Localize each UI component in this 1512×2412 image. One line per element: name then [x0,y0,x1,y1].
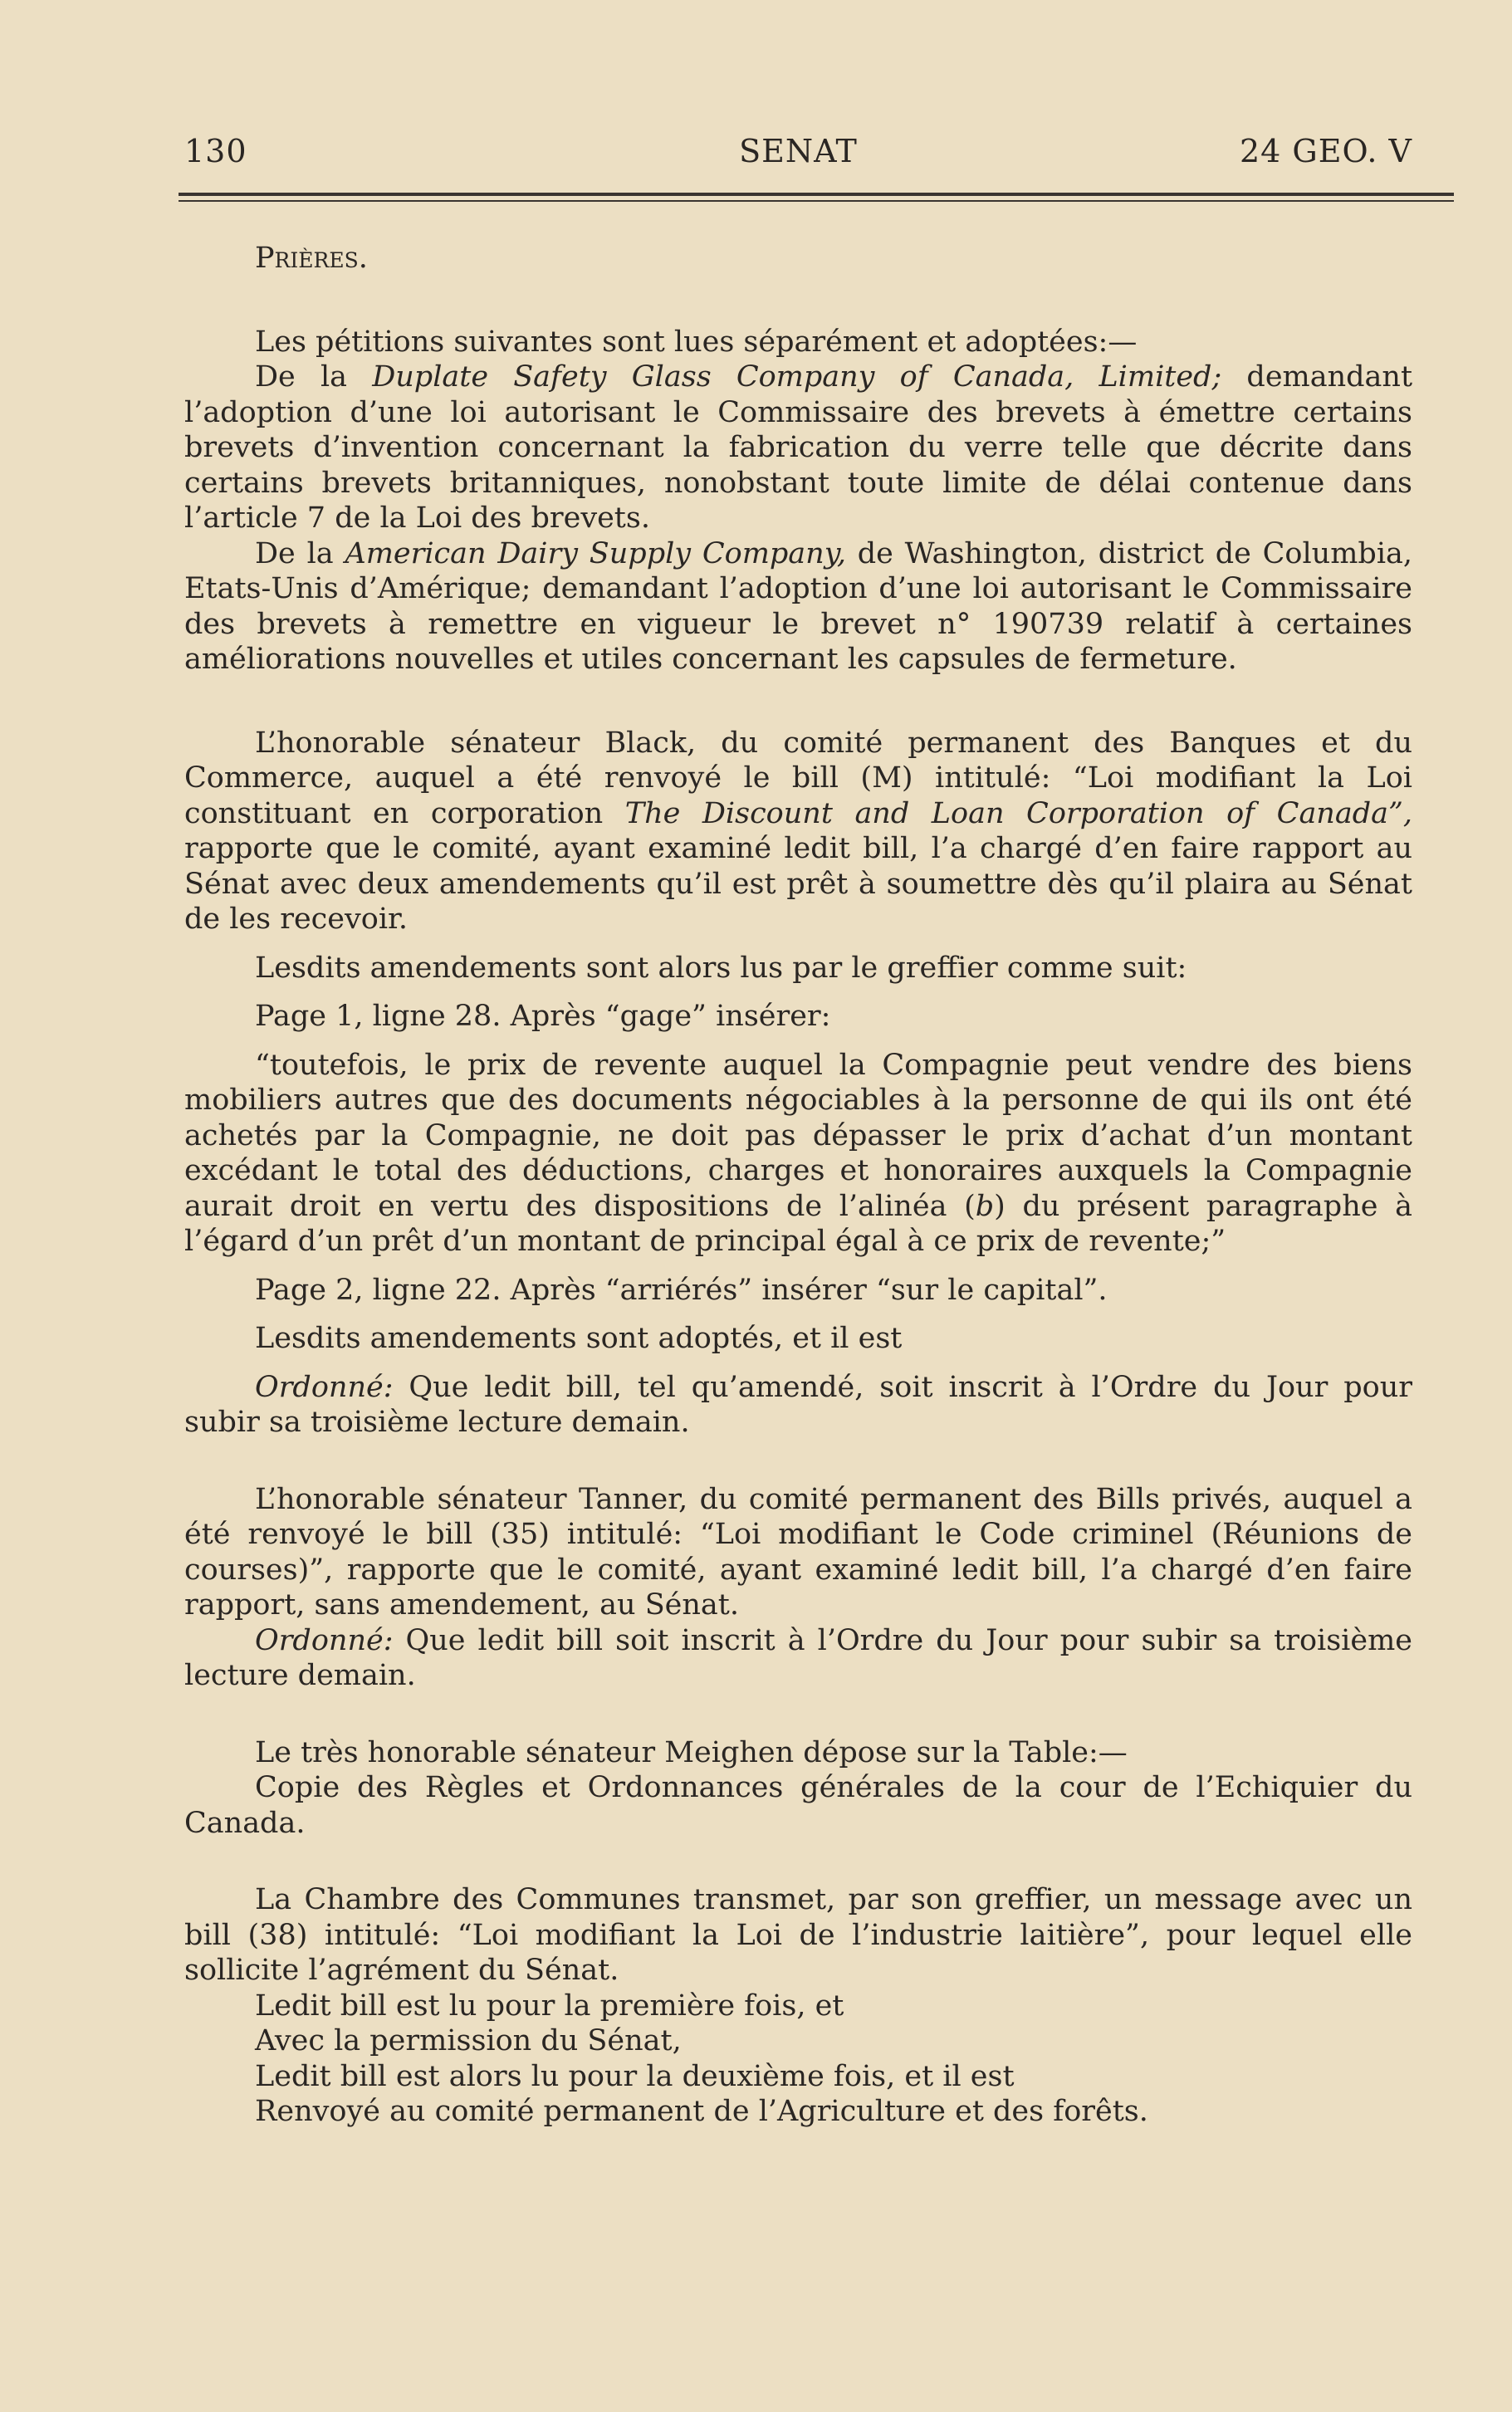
prayers-heading: Prières. [255,242,368,275]
header-title: SENAT [739,133,858,169]
order-third-reading-35: Ordonné: Que ledit bill soit inscrit à l’Ordre du Jour pour subir sa troisième lecture demain. [184,1623,1412,1692]
amendment-page1: Page 1, ligne 28. Après “gage” insérer: [255,1000,831,1033]
company-name: Duplate Safety Glass Company of Canada, Limited; [372,360,1222,394]
company-name: American Dairy Supply Company, [345,536,846,570]
page-body [184,241,1412,2130]
corporation-name: The Discount and Loan Corporation of Canada”, [624,796,1413,830]
second-reading: Ledit bill est alors lu pour la deuxième fois, et il est [255,2059,1015,2093]
amendment-text: “toutefois, le prix de revente auquel la Compagnie peut vendre des biens mobiliers autres que des documents négociables à la personne de qui ils ont été achetés par la Compagnie, ne doit pas dépasser le prix d’achat d’un montant excédant le total des déductions, charges et honoraires auxquels la Compagnie aurait droit en vertu des dispositions de l’alinéa (b) du présent paragraphe à l’égard d’un prêt d’un montant de principal égal à ce prix de revente;” [184,1048,1412,1258]
header-rule-thick [179,193,1454,196]
amendments-read: Lesdits amendements sont alors lus par le greffier comme suit: [255,951,1187,985]
petitions-intro: Les pétitions suivantes sont lues séparément et adoptées:— [255,325,1138,359]
header-session: 24 GEO. V [1239,133,1412,169]
report-tanner: L’honorable sénateur Tanner, du comité permanent des Bills privés, auquel a été renvoyé le bill (35) intitulé: “Loi modifiant le Code criminel (Réunions de courses)”, rapporte que le comité, ayant examiné ledit bill, l’a chargé d’en faire rapport, sans amendement, au Sénat. [184,1482,1412,1622]
petition-american-dairy: De la American Dairy Supply Company, de Washington, district de Columbia, Etats-Unis d’Amérique; demandant l’adoption d’une loi autorisant le Commissaire des brevets à remettre en vigueur le brevet n° 190739 relatif à certaines améliorations nouvelles et utiles concernant les capsules de fermeture. [184,536,1413,676]
amendments-adopted: Lesdits amendements sont adoptés, et il est [255,1322,903,1355]
petition-duplate: De la Duplate Safety Glass Company of Canada, Limited; demandant l’adoption d’une loi autorisant le Commissaire des brevets à émettre certains brevets d’invention concernant la fabrication du verre telle que décrite dans certains brevets britanniques, nonobstant toute limite de délai contenue dans l’article 7 de la Loi des brevets. [184,360,1413,535]
ordered-label: Ordonné: [255,1370,394,1404]
page-number: 130 [184,133,247,169]
amendment-page2: Page 2, ligne 22. Après “arriérés” insérer “sur le capital”. [255,1273,1108,1307]
header-rule-thin [179,200,1454,202]
first-reading: Ledit bill est lu pour la première fois, et [255,1989,844,2023]
order-third-reading-m: Ordonné: Que ledit bill, tel qu’amendé, soit inscrit à l’Ordre du Jour pour subir sa troisième lecture demain. [184,1370,1412,1439]
meighen-tables: Le très honorable sénateur Meighen dépose sur la Table:— [255,1735,1128,1769]
report-black: L’honorable sénateur Black, du comité permanent des Banques et du Commerce, auquel a été renvoyé le bill (M) intitulé: “Loi modifiant la Loi constituant en corporation The Discount and Loan Corporation of Canada”, rapporte que le comité, ayant examiné ledit bill, l’a chargé d’en faire rapport au Sénat avec deux amendements qu’il est prêt à soumettre dès qu’il plaira au Sénat de les recevoir. [184,726,1413,936]
exchequer-rules: Copie des Règles et Ordonnances générales de la cour de l’Echiquier du Canada. [184,1771,1412,1840]
commons-message: La Chambre des Communes transmet, par son greffier, un message avec un bill (38) intitulé: “Loi modifiant la Loi de l’industrie laitière”, pour lequel elle sollicite l’agrément du Sénat. [184,1883,1412,1987]
ordered-label: Ordonné: [255,1623,394,1657]
page-header [184,133,1412,174]
senate-permission: Avec la permission du Sénat, [255,2024,682,2057]
referred-agriculture: Renvoyé au comité permanent de l’Agriculture et des forêts. [255,2095,1148,2128]
